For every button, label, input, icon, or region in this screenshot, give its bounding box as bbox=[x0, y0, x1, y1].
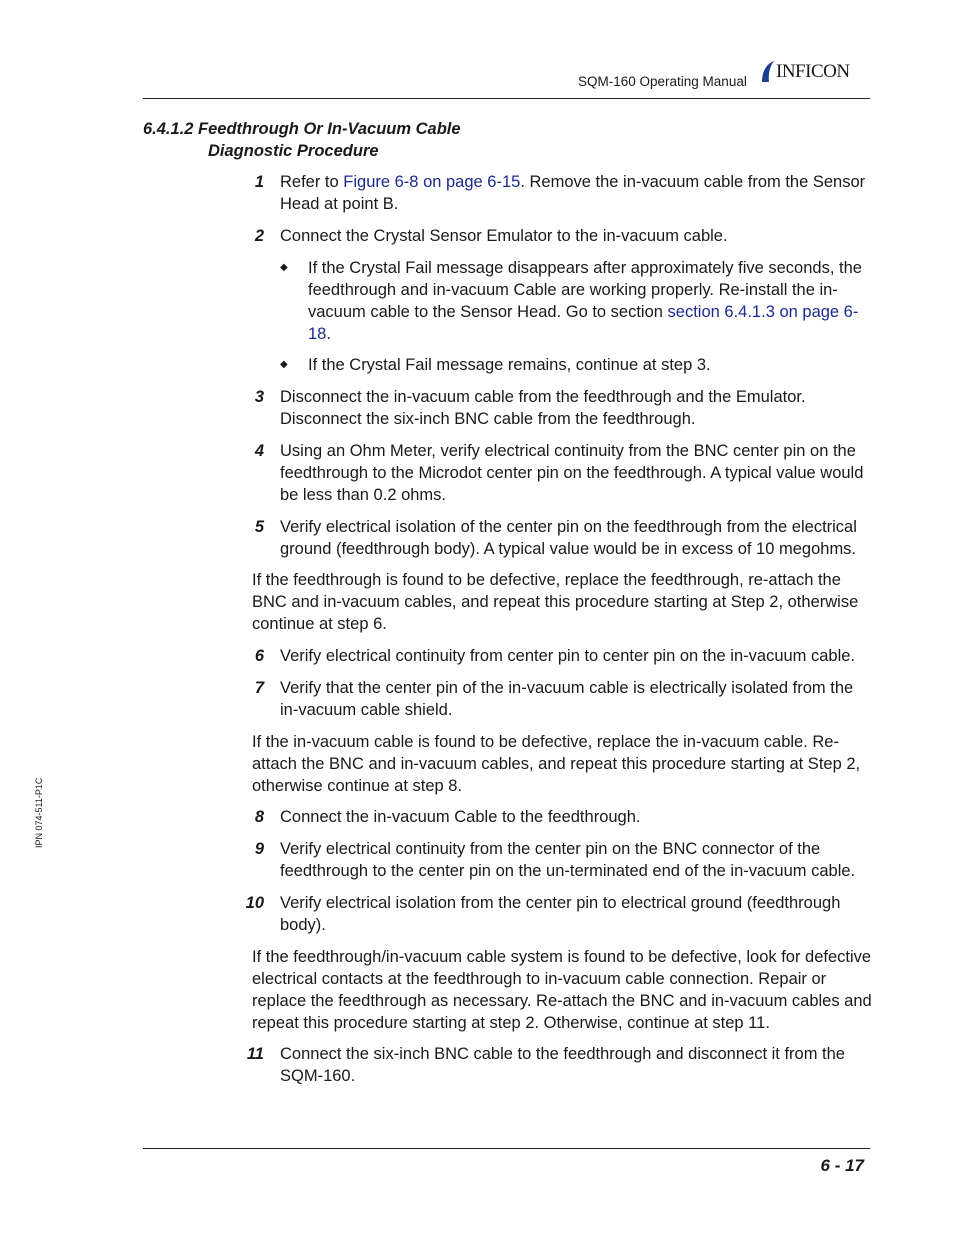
step-number: 10 bbox=[245, 894, 264, 912]
step-number: 4 bbox=[254, 442, 264, 460]
step-3: Disconnect the in-vacuum cable from the feedthrough and the Emulator. Disconnect the six-inch BNC cable from the feedthrough. bbox=[280, 388, 806, 428]
step-4: Using an Ohm Meter, verify electrical continuity from the BNC center pin on the feedthrough to the Microdot center pin on the feedthrough. A typical value would be less than 0.2 ohms. bbox=[280, 442, 864, 504]
step-11: Connect the six-inch BNC cable to the feedthrough and disconnect it from the SQM-160. bbox=[280, 1045, 845, 1085]
diamond-bullet-icon: ◆ bbox=[280, 262, 288, 273]
bullet-1-post: . bbox=[326, 325, 331, 343]
bullet-1-pre: If the Crystal Fail message disappears after approximately five seconds, the feedthrough and in-vacuum Cable are working properly. Re-install the in-vacuum cable to the Sensor Head. Go to section bbox=[308, 259, 862, 321]
step-number: 2 bbox=[254, 227, 264, 245]
header-rule bbox=[143, 98, 870, 99]
bullet-1 bbox=[308, 257, 874, 345]
section-heading bbox=[143, 118, 461, 162]
step-number: 3 bbox=[254, 388, 264, 406]
paragraph-3: If the feedthrough/in-vacuum cable system is found to be defective, look for defective electrical contacts at the feedthrough to in-vacuum cable connection. Repair or replace the feedthrough as necessary. Re-attach the BNC and in-vacuum cables and repeat this procedure starting at step 2. Otherwise, continue at step 11. bbox=[252, 948, 872, 1032]
step-7: Verify that the center pin of the in-vacuum cable is electrically isolated from the in-vacuum cable shield. bbox=[280, 679, 854, 719]
step-number: 9 bbox=[254, 840, 264, 858]
step-1 bbox=[280, 171, 872, 215]
step-8: Connect the in-vacuum Cable to the feedthrough. bbox=[280, 808, 641, 826]
footer-rule bbox=[143, 1148, 870, 1149]
step-number: 11 bbox=[246, 1045, 264, 1063]
manual-title: SQM-160 Operating Manual bbox=[578, 74, 747, 89]
paragraph-2: If the in-vacuum cable is found to be defective, replace the in-vacuum cable. Re-attach the BNC and in-vacuum cables, and repeat this procedure starting at Step 2, otherwise continue at step 8. bbox=[252, 733, 861, 795]
step-5: Verify electrical isolation of the center pin on the feedthrough from the electrical ground (feedthrough body). A typical value would be in excess of 10 megohms. bbox=[280, 518, 857, 558]
step-number: 5 bbox=[254, 518, 264, 536]
section-title-line2: Diagnostic Procedure bbox=[208, 142, 379, 160]
brand-text: INFICON bbox=[776, 61, 850, 82]
paragraph-1: If the feedthrough is found to be defective, replace the feedthrough, re-attach the BNC and in-vacuum cables, and repeat this procedure starting at Step 2, otherwise continue at step 6. bbox=[252, 571, 859, 633]
step-9: Verify electrical continuity from the center pin on the BNC connector of the feedthrough to the center pin on the un-terminated end of the in-vacuum cable. bbox=[280, 840, 856, 880]
step-10: Verify electrical isolation from the center pin to electrical ground (feedthrough body). bbox=[280, 894, 841, 934]
section-link[interactable]: section 6.4.1.3 on page 6-18 bbox=[308, 303, 859, 343]
page-number: 6 - 17 bbox=[820, 1156, 864, 1175]
step-number: 6 bbox=[254, 647, 264, 665]
step-6: Verify electrical continuity from center pin to center pin on the in-vacuum cable. bbox=[280, 647, 856, 665]
step-2: Connect the Crystal Sensor Emulator to the in-vacuum cable. bbox=[280, 227, 728, 245]
step-number: 1 bbox=[254, 173, 264, 191]
bullet-2: If the Crystal Fail message remains, continue at step 3. bbox=[308, 356, 711, 374]
section-title-line1: 6.4.1.2 Feedthrough Or In-Vacuum Cable bbox=[143, 120, 461, 138]
diamond-bullet-icon: ◆ bbox=[280, 359, 288, 370]
ipn-label: IPN 074-511-P1C bbox=[34, 777, 44, 848]
inficon-logo bbox=[760, 58, 872, 84]
figure-link[interactable]: Figure 6-8 on page 6-15 bbox=[343, 173, 521, 191]
step-number: 8 bbox=[254, 808, 264, 826]
step-number: 7 bbox=[254, 679, 264, 697]
step-1-post: . Remove the in-vacuum cable from the Sensor Head at point B. bbox=[280, 173, 866, 213]
step-1-pre: Refer to bbox=[280, 173, 344, 191]
